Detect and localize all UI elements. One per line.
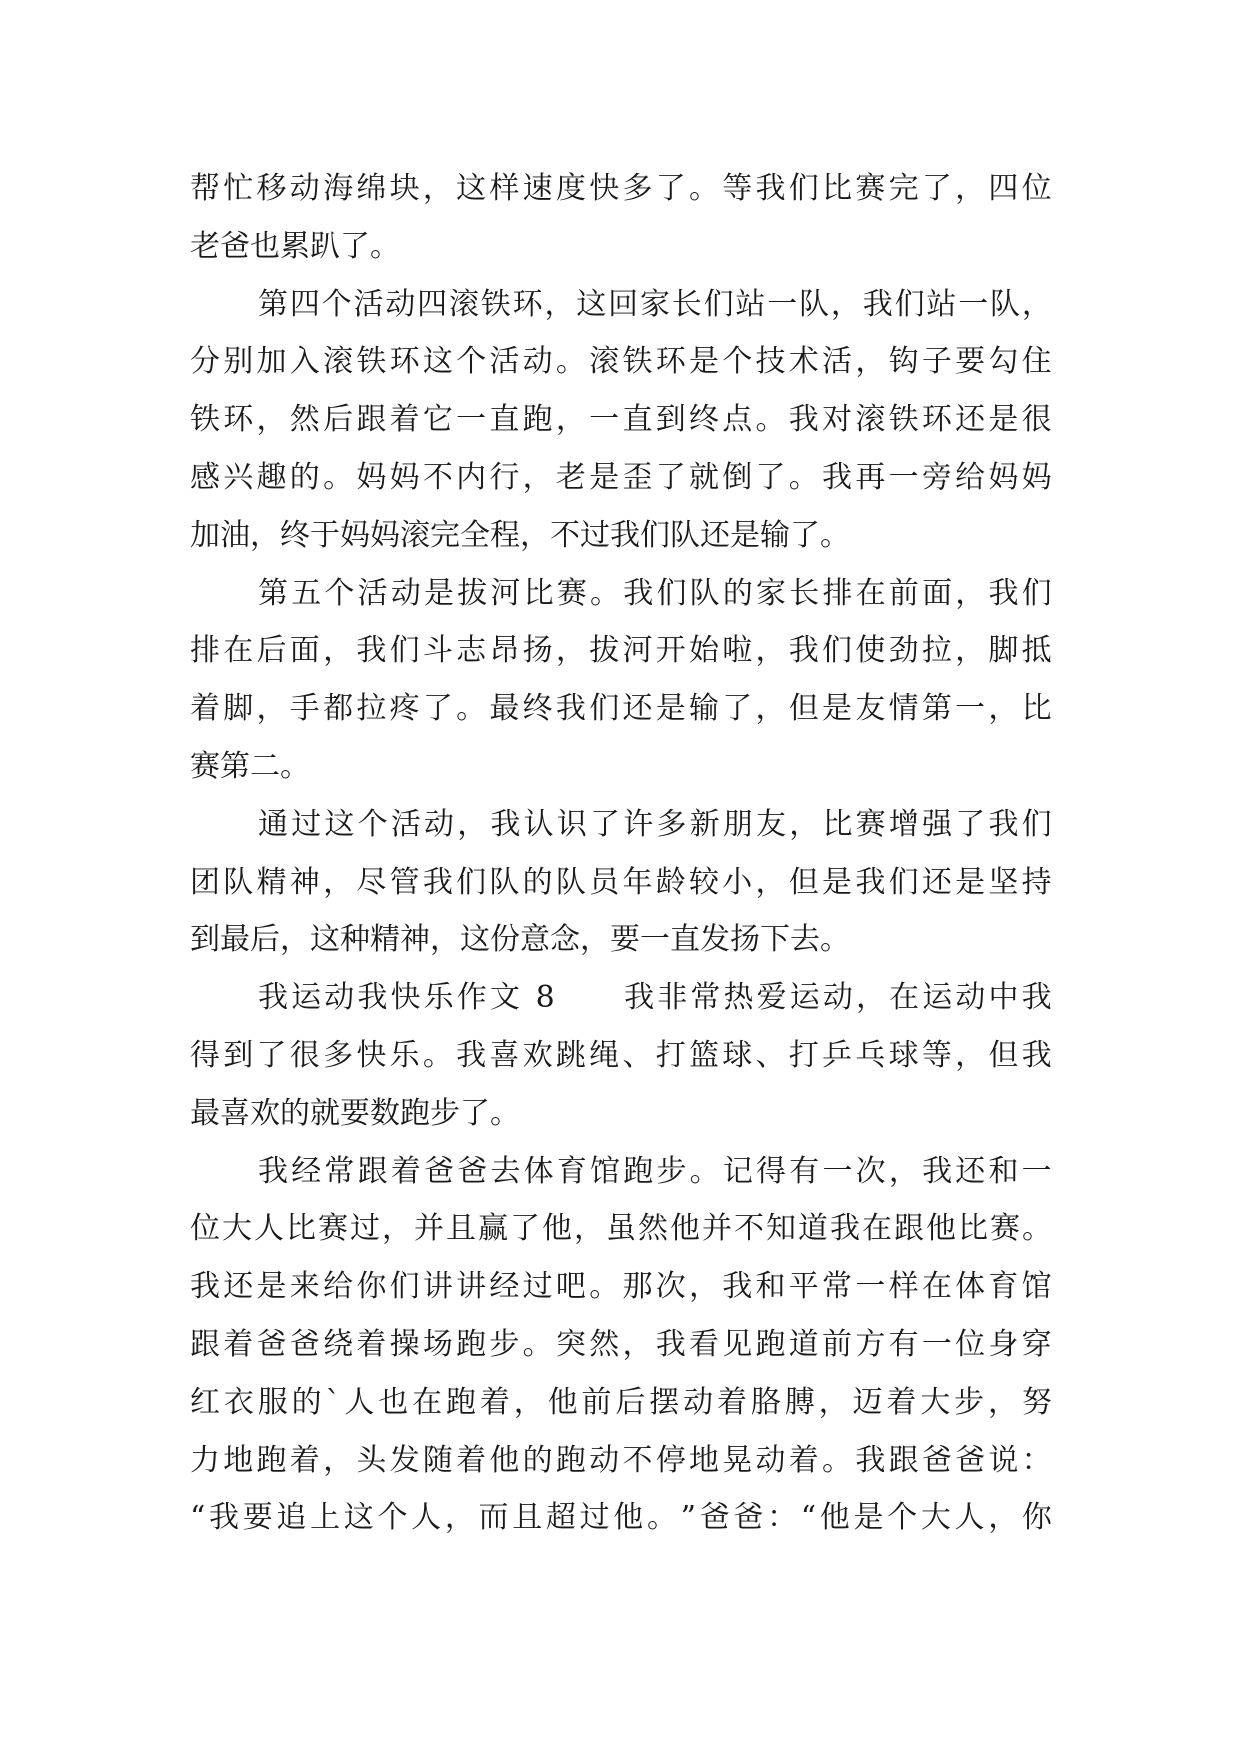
text-line: 第 五 个 活 动 是 拔 河 比 赛 。 我 们 队 的 家 长 排 在 前 面 ， 我 们 — [258, 575, 1052, 611]
text-line: 我 还 是 来 给 你 们 讲 讲 经 过 吧 。 那 次 ， 我 和 平 常 一 样 在 体 育 馆 — [190, 1269, 1052, 1305]
text-line: 跟 着 爸 爸 绕 着 操 场 跑 步 。 突 然 ， 我 看 见 跑 道 前 方 有 一 位 身 穿 — [190, 1326, 1052, 1362]
body-text — [190, 160, 1052, 1547]
text-line: 位 大 人 比 赛 过 ， 并 且 赢 了 他 ， 虽 然 他 并 不 知 道 我 在 跟 他 比 赛 。 — [190, 1211, 1052, 1247]
text-line: 我 运 动 我 快 乐 作 文 8 我 非 常 热 爱 运 动 ， 在 运 动 中 我 — [258, 980, 1052, 1016]
text-line: 我 经 常 跟 着 爸 爸 去 体 育 馆 跑 步 。 记 得 有 一 次 ， 我 还 和 一 — [258, 1153, 1052, 1189]
text-line: 力 地 跑 着 ， 头 发 随 着 他 的 跑 动 不 停 地 晃 动 着 。 我 跟 爸 爸 说 ： — [190, 1442, 1052, 1478]
text-line: 老爸也累趴了。 — [190, 228, 400, 264]
text-line: 帮 忙 移 动 海 绵 块 ， 这 样 速 度 快 多 了 。 等 我 们 比 赛 完 了 ， 四 位 — [190, 171, 1052, 206]
text-line: 分 别 加 入 滚 铁 环 这 个 活 动 。 滚 铁 环 是 个 技 术 活 ， 钩 子 要 勾 住 — [190, 344, 1052, 380]
text-line: 通 过 这 个 活 动 ， 我 认 识 了 许 多 新 朋 友 ， 比 赛 增 强 了 我 们 — [258, 806, 1052, 842]
text-line: 第 四 个 活 动 四 滚 铁 环 ， 这 回 家 长 们 站 一 队 ， 我 们 站 一 队 ， — [258, 286, 1052, 322]
text-line: 最喜欢的就要数跑步了。 — [190, 1095, 520, 1131]
text-line: “ 我 要 追 上 这 个 人 ， 而 且 超 过 他 。 ” 爸 爸 ： “ 他 是 个 大 人 ， 你 — [190, 1500, 1052, 1536]
text-line: 感 兴 趣 的 。 妈 妈 不 内 行 ， 老 是 歪 了 就 倒 了 。 我 再 一 旁 给 妈 妈 — [190, 459, 1052, 495]
text-line: 红 衣 服 的 ` 人 也 在 跑 着 ， 他 前 后 摆 动 着 胳 膊 ， 迈 着 大 步 ， 努 — [190, 1384, 1052, 1420]
text-line: 铁 环 ， 然 后 跟 着 它 一 直 跑 ， 一 直 到 终 点 。 我 对 滚 铁 环 还 是 很 — [190, 402, 1052, 438]
text-line: 加油，终于妈妈滚完全程，不过我们队还是输了。 — [190, 517, 850, 553]
text-line: 着 脚 ， 手 都 拉 疼 了 。 最 终 我 们 还 是 输 了 ， 但 是 友 情 第 一 ， 比 — [190, 691, 1052, 727]
text-line: 到最后，这种精神，这份意念，要一直发扬下去。 — [190, 922, 850, 958]
text-line: 排 在 后 面 ， 我 们 斗 志 昂 扬 ， 拔 河 开 始 啦 ， 我 们 使 劲 拉 ， 脚 抵 — [190, 633, 1052, 669]
text-line: 赛第二。 — [190, 748, 310, 784]
text-line: 得 到 了 很 多 快 乐 。 我 喜 欢 跳 绳 、 打 篮 球 、 打 乒 乓 球 等 ， 但 我 — [190, 1037, 1052, 1073]
text-line: 团 队 精 神 ， 尽 管 我 们 队 的 队 员 年 龄 较 小 ， 但 是 我 们 还 是 坚 持 — [190, 864, 1052, 900]
